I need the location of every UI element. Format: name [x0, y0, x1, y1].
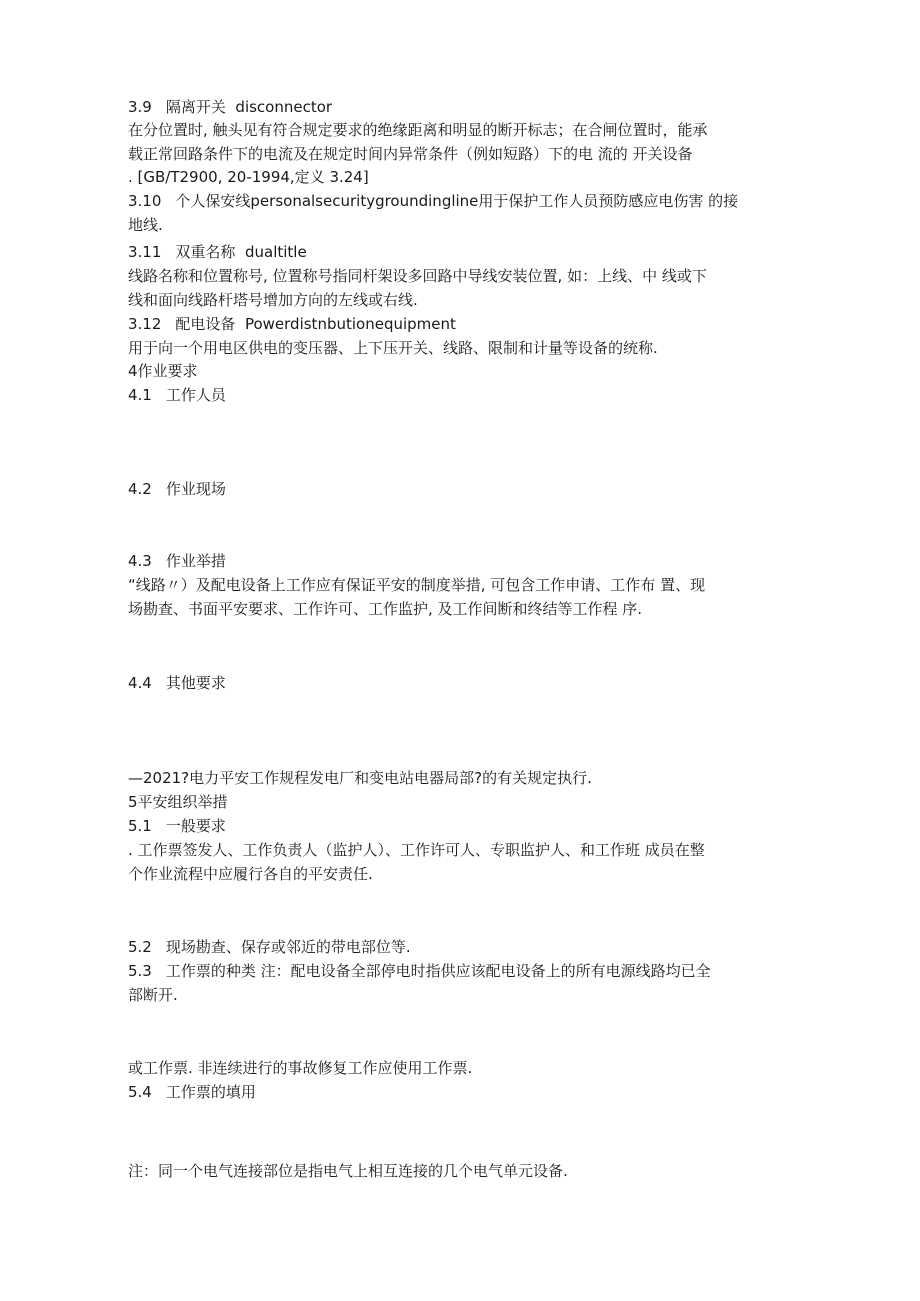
paragraph-line: 线和面向线路杆塔号增加方向的左线或右线.: [128, 291, 418, 309]
section-3-10-heading: [128, 190, 738, 212]
section-number: 3.11: [128, 243, 162, 261]
section-title: 其他要求: [165, 674, 226, 692]
section-4-2-heading: [128, 478, 226, 500]
section-title: 作业现场: [165, 480, 226, 498]
section-number: 3.10: [128, 192, 162, 210]
section-5-3-heading: [128, 960, 711, 982]
section-title: 工作票的填用: [165, 1083, 256, 1101]
section-3-11-heading: [128, 241, 307, 263]
section-5-2-heading: [128, 936, 411, 958]
section-number: 4.2: [128, 480, 152, 498]
section-number: 4.1: [128, 386, 152, 404]
section-title-en: dualtitle: [244, 243, 307, 261]
section-number: 5.1: [128, 817, 152, 835]
chapter-5-heading: 5平安组织举措: [128, 793, 228, 811]
section-title-en: disconnector: [235, 98, 333, 116]
section-title-en: Powerdistnbutionequipment: [244, 315, 456, 333]
section-number: 5.4: [128, 1083, 152, 1101]
section-title: 配电设备: [175, 315, 236, 333]
section-title: 双重名称: [175, 243, 236, 261]
section-4-1-heading: [128, 384, 226, 406]
paragraph-line: 个作业流程中应履行各自的平安责任.: [128, 865, 373, 883]
note-line: 注：同一个电气连接部位是指电气上相互连接的几个电气单元设备.: [128, 1162, 568, 1180]
section-number: 4.3: [128, 552, 152, 570]
section-3-12-heading: [128, 313, 456, 335]
section-number: 5.3: [128, 962, 152, 980]
paragraph-line: . [GB/T2900, 20-1994,定义 3.24]: [128, 168, 369, 186]
section-title: 作业举措: [165, 552, 226, 570]
paragraph-line: 载正常回路条件下的电流及在规定时间内异常条件（例如短路）下的电 流的 开关设备: [128, 145, 693, 163]
paragraph-line: . 工作票签发人、工作负责人（监护人）、工作许可人、专职监护人、和工作班 成员在整: [128, 841, 705, 859]
paragraph-line: 用于向一个用电区供电的变压器、上下压开关、线路、限制和计量等设备的统称.: [128, 339, 658, 357]
chapter-4-heading: 4作业要求: [128, 362, 198, 380]
section-title: 工作票的种类 注：配电设备全部停电时指供应该配电设备上的所有电源线路均已全: [165, 962, 711, 980]
paragraph-line: 线路名称和位置称号, 位置称号指同杆架设多回路中导线安装位置, 如：上线、中 线或下: [128, 267, 707, 285]
section-number: 4.4: [128, 674, 152, 692]
paragraph-line: 或工作票. 非连续进行的事故修复工作应使用工作票.: [128, 1059, 473, 1077]
paragraph-line: 在分位置时, 触头见有符合规定要求的绝缘距离和明显的断开标志；在合闸位置时，能承: [128, 121, 708, 139]
paragraph-line: 场勘查、书面平安要求、工作许可、工作监护, 及工作间断和终结等工作程 序.: [128, 600, 643, 618]
section-number: 3.12: [128, 315, 162, 333]
section-5-4-heading: [128, 1081, 256, 1103]
section-title: 现场勘查、保存或邻近的带电部位等.: [165, 938, 411, 956]
paragraph-line: 部断开.: [128, 986, 178, 1004]
section-title: 隔离开关: [165, 98, 226, 116]
section-title: 一般要求: [165, 817, 226, 835]
paragraph-line: 地线.: [128, 216, 163, 234]
section-title: 工作人员: [165, 386, 226, 404]
section-4-4-heading: [128, 672, 226, 694]
section-3-9-heading: [128, 96, 332, 118]
paragraph-line: 个人保安线personalsecuritygroundingline用于保护工作人员预防感应电伤害 的接: [175, 192, 739, 210]
section-4-3-heading: [128, 550, 226, 572]
paragraph-line: —2021?电力平安工作规程发电厂和变电站电器局部?的有关规定执行.: [128, 769, 592, 787]
section-number: 3.9: [128, 98, 152, 116]
section-5-1-heading: [128, 815, 226, 837]
paragraph-line: “线路〃）及配电设备上工作应有保证平安的制度举措, 可包含工作申请、工作布 置、现: [128, 576, 706, 594]
section-number: 5.2: [128, 938, 152, 956]
